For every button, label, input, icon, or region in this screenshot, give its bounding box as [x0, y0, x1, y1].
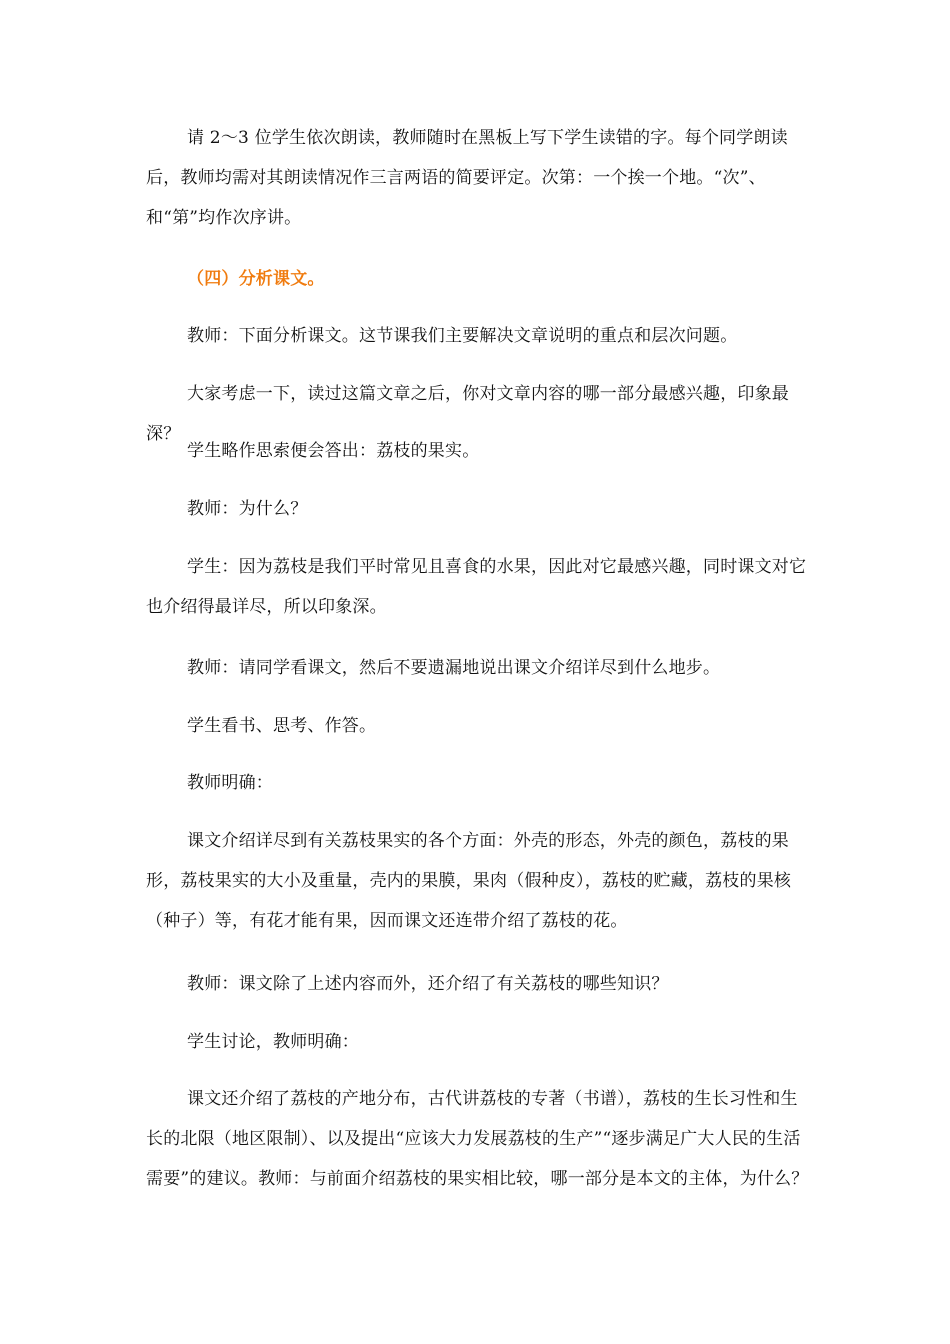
paragraph-reading-instructions: 请 2～3 位学生依次朗读，教师随时在黑板上写下学生读错的字。每个同学朗读后，教师均需对其朗读情况作三言两语的简要评定。次第：一个挨一个地。“次”、和“第”均作次序讲。 [146, 128, 788, 228]
paragraph-teacher-why: 教师：为什么？ [187, 499, 308, 519]
paragraph-fruit-details: 课文介绍详尽到有关荔枝果实的各个方面：外壳的形态，外壳的颜色，荔枝的果形，荔枝果实的大小及重量，壳内的果膜，果肉（假种皮），荔枝的贮藏，荔枝的果核（种子）等，有花才能有果，因而课文还连带介绍了荔枝的花。 [146, 831, 792, 931]
paragraph-teacher-intro: 教师：下面分析课文。这节课我们主要解决文章说明的重点和层次问题。 [187, 326, 738, 346]
paragraph-other-content: 课文还介绍了荔枝的产地分布，古代讲荔枝的专著（书谱），荔枝的生长习性和生长的北限（地区限制）、以及提出“应该大力发展荔枝的生产”“逐步满足广大人民的生活需要”的建议。教师：与前面介绍荔枝的果实相比较，哪一部分是本文的主体，为什么？ [146, 1089, 809, 1189]
paragraph-student-reason: 学生：因为荔枝是我们平时常见且喜食的水果，因此对它最感兴趣，同时课文对它也介绍得最详尽，所以印象深。 [146, 557, 807, 617]
paragraph-student-discuss: 学生讨论，教师明确： [187, 1032, 359, 1052]
paragraph-teacher-clarify: 教师明确： [187, 773, 273, 793]
paragraph-student-read: 学生看书、思考、作答。 [187, 716, 377, 736]
paragraph-teacher-read-text: 教师：请同学看课文，然后不要遗漏地说出课文介绍详尽到什么地步。 [187, 658, 721, 678]
paragraph-teacher-other-knowledge: 教师：课文除了上述内容而外，还介绍了有关荔枝的哪些知识？ [187, 974, 669, 994]
paragraph-question-interest: 大家考虑一下，读过这篇文章之后，你对文章内容的哪一部分最感兴趣，印象最深？ [146, 384, 789, 444]
paragraph-student-answer: 学生略作思索便会答出：荔枝的果实。 [187, 441, 480, 461]
section-heading-analyze-text: （四）分析课文。 [187, 269, 325, 289]
